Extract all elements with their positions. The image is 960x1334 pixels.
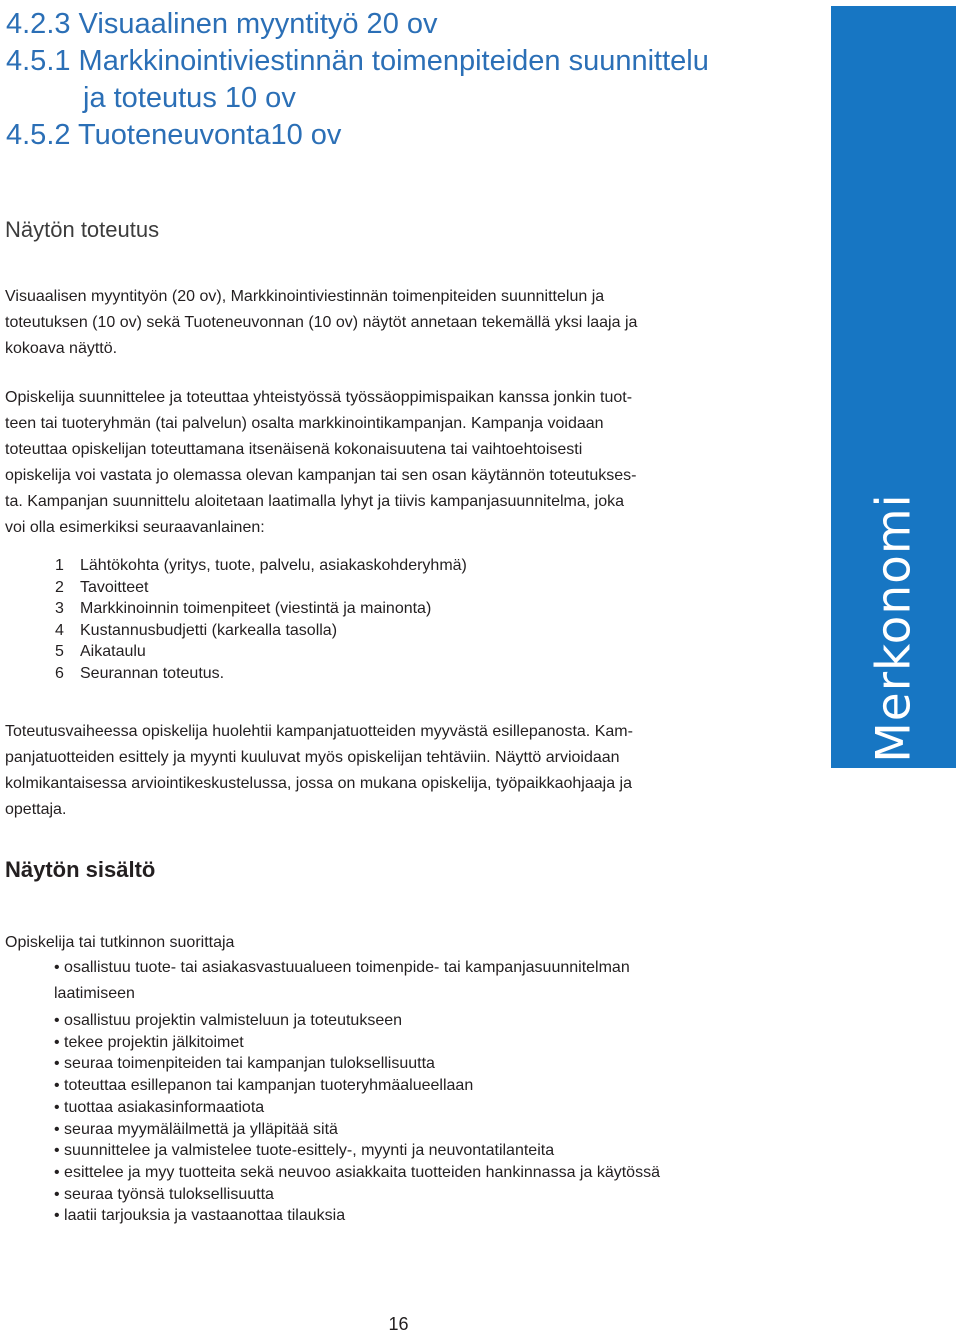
list-item: • seuraa toimenpiteiden tai kampanjan tuloksellisuutta xyxy=(54,1055,435,1073)
list-text: Lähtökohta (yritys, tuote, palvelu, asiakaskohderyhmä) xyxy=(80,557,467,574)
list-text: Tavoitteet xyxy=(80,578,149,596)
paragraph-line: Visuaalisen myyntityön (20 ov), Markkinointiviestinnän toimenpiteiden suunnittelun ja xyxy=(5,288,605,305)
section-title-content: Näytön sisältö xyxy=(5,857,156,882)
bullet-text: tekee projektin jälkitoimet xyxy=(64,1033,244,1051)
list-item xyxy=(55,577,467,599)
side-tab xyxy=(831,6,956,768)
list-item xyxy=(55,598,467,620)
heading-line: 4.5.1 Markkinointiviestinnän toimenpiteiden suunnittelu xyxy=(6,45,709,77)
list-item: • laatii tarjouksia ja vastaanottaa tilauksia xyxy=(54,1207,346,1225)
list-number: 1 xyxy=(55,557,64,574)
list-item xyxy=(55,641,467,663)
side-tab-label: Merkonomi xyxy=(866,493,922,763)
list-item: • tekee projektin jälkitoimet xyxy=(54,1033,244,1051)
bullet-text: osallistuu projektin valmisteluun ja toteutukseen xyxy=(64,1012,403,1029)
paragraph-line: teen tai tuoteryhmän (tai palvelun) osalta markkinointikampanjan. Kampanja voidaan xyxy=(5,415,604,432)
list-item: • seuraa myymäläilmettä ja ylläpitää sitä xyxy=(54,1120,338,1138)
campaign-plan-list xyxy=(55,555,467,685)
list-number: 5 xyxy=(55,643,64,661)
heading-line: ja toteutus 10 ov xyxy=(83,82,296,114)
heading-line: 4.2.3 Visuaalinen myyntityö 20 ov xyxy=(6,8,438,40)
chapter-headings xyxy=(6,6,816,154)
list-text: Markkinoinnin toimenpiteet (viestintä ja mainonta) xyxy=(80,600,432,618)
paragraph-line: toteuttaa opiskelijan toteuttamana itsenäisenä kokonaisuutena tai vaihtoehtoisesti xyxy=(5,441,583,458)
list-item xyxy=(55,620,467,642)
bullet-text: laatii tarjouksia ja vastaanottaa tilauksia xyxy=(64,1207,346,1225)
list-item: • seuraa työnsä tuloksellisuutta xyxy=(54,1185,274,1203)
paragraph-line: Opiskelija suunnittelee ja toteuttaa yhteistyössä työssäoppimispaikan kanssa jonkin tuot- xyxy=(5,389,633,406)
list-number: 2 xyxy=(55,578,64,596)
bullet-text: esittelee ja myy tuotteita sekä neuvoo asiakkaita tuotteiden hankinnassa ja käytössä xyxy=(64,1163,660,1181)
paragraph-intro xyxy=(5,284,765,362)
list-text: Kustannusbudjetti (karkealla tasolla) xyxy=(80,621,338,639)
list-number: 4 xyxy=(55,621,64,639)
paragraph-line: voi olla esimerkiksi seuraavanlainen: xyxy=(5,519,265,536)
paragraph-campaign xyxy=(5,385,765,541)
paragraph-line: panjatuotteiden esittely ja myynti kuuluvat myös opiskelijan tehtäviin. Näyttö arvioidaan xyxy=(5,749,620,766)
bullet-text: osallistuu tuote- tai asiakasvastuualueen toimenpide- tai kampanjasuunnitelman xyxy=(64,959,630,976)
paragraph-line: opiskelija voi vastata jo olemassa olevan kampanjan tai sen osan käytännön toteutukses- xyxy=(5,467,637,484)
list-text: Aikataulu xyxy=(80,643,146,661)
list-number: 6 xyxy=(55,664,64,682)
paragraph-line: kokoava näyttö. xyxy=(5,340,118,357)
paragraph-line: kolmikantaisessa arviointikeskustelussa, jossa on mukana opiskelija, työpaikkaohjaaja ja xyxy=(5,775,632,792)
bullet-list xyxy=(54,955,660,1227)
list-text: Seurannan toteutus. xyxy=(80,664,225,682)
list-item xyxy=(55,663,467,685)
bullet-text: toteuttaa esillepanon tai kampanjan tuoteryhmäalueellaan xyxy=(64,1077,474,1095)
bullet-text: seuraa työnsä tuloksellisuutta xyxy=(64,1185,274,1203)
list-item: • osallistuu projektin valmisteluun ja toteutukseen xyxy=(54,1012,403,1029)
section-title-implementation: Näytön toteutus xyxy=(5,217,160,242)
heading-line: 4.5.2 Tuoteneuvonta10 ov xyxy=(6,119,342,151)
bullet-text: seuraa myymäläilmettä ja ylläpitää sitä xyxy=(64,1120,338,1138)
bullet-text: suunnittelee ja valmistelee tuote-esittely-, myynti ja neuvontatilanteita xyxy=(64,1142,555,1160)
list-item: • suunnittelee ja valmistelee tuote-esittely-, myynti ja neuvontatilanteita xyxy=(54,1142,555,1160)
paragraph-line: Toteutusvaiheessa opiskelija huolehtii kampanjatuotteiden myyvästä esillepanosta. Kam- xyxy=(5,723,633,740)
list-item xyxy=(55,555,467,577)
bullet-text: tuottaa asiakasinformaatiota xyxy=(64,1098,265,1116)
paragraph-line: ta. Kampanjan suunnittelu aloitetaan laatimalla lyhyt ja tiivis kampanjasuunnitelma, joka xyxy=(5,493,625,510)
list-item: • toteuttaa esillepanon tai kampanjan tuoteryhmäalueellaan xyxy=(54,1077,474,1095)
bullet-continuation: laatimiseen xyxy=(54,985,135,1002)
list-item: • esittelee ja myy tuotteita sekä neuvoo asiakkaita tuotteiden hankinnassa ja käytössä xyxy=(54,1163,660,1181)
lead-text: Opiskelija tai tutkinnon suorittaja xyxy=(5,934,235,951)
paragraph-line: opettaja. xyxy=(5,801,67,818)
paragraph-execution xyxy=(5,719,765,823)
list-item: • osallistuu tuote- tai asiakasvastuualueen toimenpide- tai kampanjasuunnitelman xyxy=(54,959,630,976)
bullet-text: seuraa toimenpiteiden tai kampanjan tuloksellisuutta xyxy=(64,1055,435,1073)
list-item: • tuottaa asiakasinformaatiota xyxy=(54,1098,265,1116)
paragraph-line: toteutuksen (10 ov) sekä Tuoteneuvonnan (10 ov) näytöt annetaan tekemällä yksi laaja ja xyxy=(5,314,638,331)
page-number: 16 xyxy=(388,1314,409,1334)
list-number: 3 xyxy=(55,600,64,618)
